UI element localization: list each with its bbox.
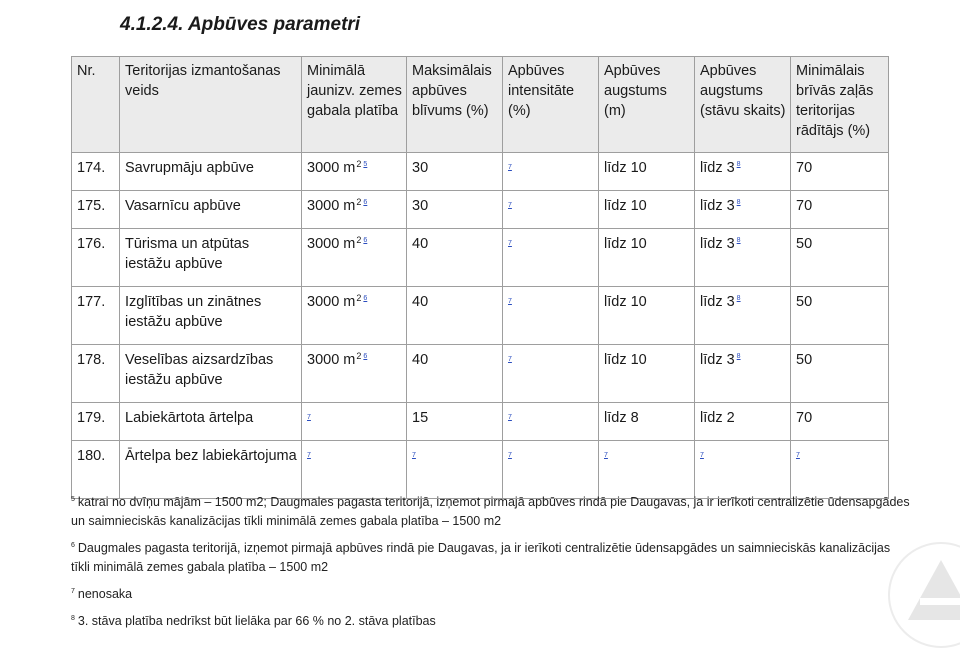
cell-area (302, 345, 407, 403)
footnote-mark: 6 (71, 542, 75, 549)
cell-intensity (503, 153, 599, 191)
cell-green: 50 (791, 229, 889, 287)
header-use-type: Teritorijas izmantošanas veids (120, 57, 302, 153)
footnote-link[interactable]: 6 (363, 353, 368, 360)
cell-height-m: līdz 10 (599, 287, 695, 345)
building-parameters-table (71, 56, 889, 499)
footnote-link[interactable]: 7 (508, 202, 512, 209)
cell-floors (695, 441, 791, 499)
area-unit-sup: 2 (356, 351, 362, 361)
area-unit-sup: 2 (356, 293, 362, 303)
header-intensity: Apbūves intensitāte (%) (503, 57, 599, 153)
footnote-link[interactable]: 8 (736, 161, 741, 168)
footnote-link[interactable]: 7 (307, 414, 311, 421)
footnote-link[interactable]: 8 (736, 199, 741, 206)
footnote-link[interactable]: 8 (736, 237, 741, 244)
cell-intensity (503, 403, 599, 441)
table-row (72, 345, 889, 403)
header-height-m: Apbūves augstums (m) (599, 57, 695, 153)
footnote-8 (71, 612, 911, 631)
table-row (72, 191, 889, 229)
section-heading: 4.1.2.4. Apbūves parametri (120, 14, 361, 35)
cell-area (302, 153, 407, 191)
cell-floors (695, 287, 791, 345)
table-row (72, 153, 889, 191)
floors-value: līdz 3 (700, 352, 735, 368)
cell-density (407, 441, 503, 499)
cell-use: Labiekārtota ārtelpa (120, 403, 302, 441)
footnote-link[interactable]: 7 (508, 452, 512, 459)
cell-use: Izglītības un zinātnes iestāžu apbūve (120, 287, 302, 345)
cell-density: 15 (407, 403, 503, 441)
area-value: 3000 m (307, 236, 356, 252)
cell-height-m: līdz 10 (599, 229, 695, 287)
cell-intensity (503, 287, 599, 345)
area-unit-sup: 2 (356, 197, 362, 207)
cell-density: 30 (407, 153, 503, 191)
footnote-5 (71, 493, 911, 531)
cell-green: 50 (791, 345, 889, 403)
header-max-density: Maksimālais apbūves blīvums (%) (407, 57, 503, 153)
cell-use: Vasarnīcu apbūve (120, 191, 302, 229)
area-value: 3000 m (307, 294, 356, 310)
cell-nr: 177. (72, 287, 120, 345)
cell-floors: līdz 2 (695, 403, 791, 441)
footnote-link[interactable]: 6 (363, 199, 368, 206)
table-row (72, 403, 889, 441)
floors-value: līdz 3 (700, 236, 735, 252)
cell-area (302, 229, 407, 287)
footnote-text: nenosaka (77, 587, 133, 601)
footnote-link[interactable]: 7 (604, 452, 608, 459)
cell-floors (695, 191, 791, 229)
cell-intensity (503, 441, 599, 499)
cell-density: 30 (407, 191, 503, 229)
cell-green (791, 441, 889, 499)
footnote-link[interactable]: 7 (508, 164, 512, 171)
cell-intensity (503, 229, 599, 287)
cell-floors (695, 153, 791, 191)
footnote-link[interactable]: 8 (736, 353, 741, 360)
cell-height-m: līdz 10 (599, 153, 695, 191)
cell-use: Ārtelpa bez labiekārtojuma (120, 441, 302, 499)
footnote-link[interactable]: 5 (363, 161, 368, 168)
table-row (72, 287, 889, 345)
floors-value: līdz 3 (700, 294, 735, 310)
footnote-mark: 5 (71, 496, 75, 503)
table-header-row (72, 57, 889, 153)
floors-value: līdz 3 (700, 198, 735, 214)
footnotes (71, 493, 911, 639)
footnote-link[interactable]: 8 (736, 295, 741, 302)
cell-area (302, 441, 407, 499)
cell-nr: 179. (72, 403, 120, 441)
area-value: 3000 m (307, 198, 356, 214)
area-unit-sup: 2 (356, 159, 362, 169)
cell-green: 70 (791, 191, 889, 229)
cell-nr: 174. (72, 153, 120, 191)
cell-height-m (599, 441, 695, 499)
area-unit-sup: 2 (356, 235, 362, 245)
cell-use: Savrupmāju apbūve (120, 153, 302, 191)
cell-area (302, 191, 407, 229)
cell-density: 40 (407, 287, 503, 345)
cell-use: Veselības aizsardzības iestāžu apbūve (120, 345, 302, 403)
header-nr: Nr. (72, 57, 120, 153)
cell-nr: 175. (72, 191, 120, 229)
cell-floors (695, 229, 791, 287)
footnote-text: 3. stāva platība nedrīkst būt lielāka par 66 % no 2. stāva platības (77, 614, 436, 628)
cell-intensity (503, 345, 599, 403)
footnote-6 (71, 539, 911, 577)
header-height-floors: Apbūves augstums (stāvu skaits) (695, 57, 791, 153)
triangle-logo-icon (886, 540, 960, 650)
footnote-link[interactable]: 7 (796, 452, 800, 459)
footnote-link[interactable]: 6 (363, 295, 368, 302)
footnote-text: katrai no dvīņu mājām – 1500 m2; Daugmales pagasta teritorijā, izņemot pirmajā apbūves rindā pie Daugavas, ja ir ierīkoti centralizētie ūdensapgādes un saimnieciskās kanalizācijas tīkli minimālā zemes gabala platība – 1500 m2 (71, 495, 910, 528)
cell-green: 50 (791, 287, 889, 345)
footnote-link[interactable]: 6 (363, 237, 368, 244)
footnote-7 (71, 585, 911, 604)
cell-height-m: līdz 10 (599, 345, 695, 403)
footnote-mark: 7 (71, 588, 75, 595)
footnote-mark: 8 (71, 615, 75, 622)
cell-green: 70 (791, 153, 889, 191)
cell-nr: 176. (72, 229, 120, 287)
header-green-area: Minimālais brīvās zaļās teritorijas rādītājs (%) (791, 57, 889, 153)
footnote-link[interactable]: 7 (412, 452, 416, 459)
cell-height-m: līdz 10 (599, 191, 695, 229)
footnote-link[interactable]: 7 (700, 452, 704, 459)
floors-value: līdz 3 (700, 160, 735, 176)
footnote-link[interactable]: 7 (508, 240, 512, 247)
area-value: 3000 m (307, 160, 356, 176)
footnote-text: Daugmales pagasta teritorijā, izņemot pirmajā apbūves rindā pie Daugavas, ja ir ierīkoti centralizētie ūdensapgādes un saimnieciskās kanalizācijas tīkli minimālā zemes gabala platība – 1500 m2 (71, 541, 891, 574)
footnote-link[interactable]: 7 (508, 414, 512, 421)
cell-area (302, 403, 407, 441)
cell-density: 40 (407, 229, 503, 287)
header-min-plot-area: Minimālā jaunizv. zemes gabala platība (302, 57, 407, 153)
table-row (72, 229, 889, 287)
footnote-link[interactable]: 7 (508, 298, 512, 305)
cell-green: 70 (791, 403, 889, 441)
cell-nr: 180. (72, 441, 120, 499)
cell-height-m: līdz 8 (599, 403, 695, 441)
table-row (72, 441, 889, 499)
footnote-link[interactable]: 7 (508, 356, 512, 363)
cell-intensity (503, 191, 599, 229)
cell-use: Tūrisma un atpūtas iestāžu apbūve (120, 229, 302, 287)
area-value: 3000 m (307, 352, 356, 368)
footnote-link[interactable]: 7 (307, 452, 311, 459)
cell-floors (695, 345, 791, 403)
cell-area (302, 287, 407, 345)
cell-nr: 178. (72, 345, 120, 403)
cell-density: 40 (407, 345, 503, 403)
